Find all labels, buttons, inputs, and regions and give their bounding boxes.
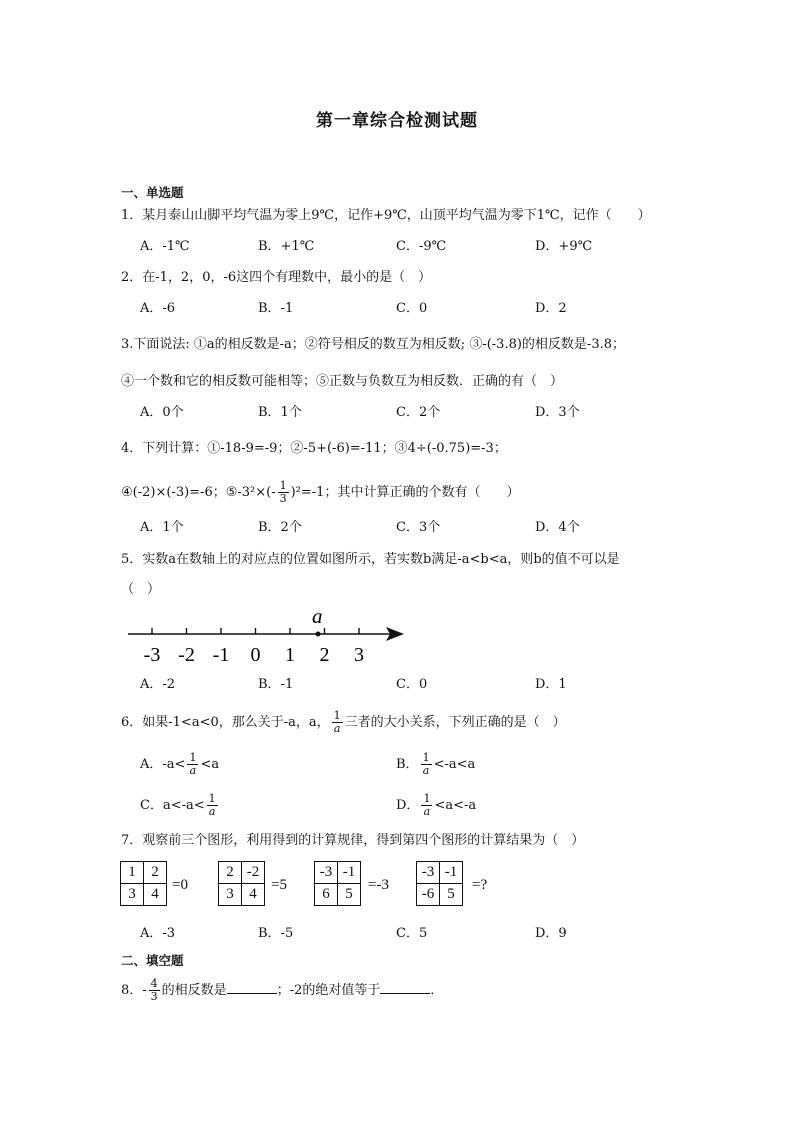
grid-cell: 1 [121, 862, 144, 884]
question-3-option-b: B．1个 [258, 405, 302, 420]
point-a-label: a [312, 604, 323, 628]
question-4-line-2-part-a: ④(-2)×(-3)=-6；⑤-3²×(- [121, 485, 276, 500]
question-3-line-2: ④一个数和它的相反数可能相等；⑤正数与负数互为相反数．正确的有（ ） [121, 374, 564, 389]
option-text: <a<-a [434, 798, 477, 813]
grid-cell: 3 [219, 884, 242, 906]
option-text: D． [396, 798, 420, 813]
fraction-numerator: 1 [423, 792, 431, 805]
question-2-option-d: D．2 [535, 301, 567, 316]
question-2-option-c: C．0 [396, 301, 428, 316]
question-7-option-c: C．5 [396, 926, 428, 941]
question-6-stem [121, 710, 566, 735]
grid-cell: -1 [338, 862, 361, 884]
figure-grid-1 [120, 861, 167, 906]
section-heading-single-choice: 一、单选题 [121, 185, 184, 200]
fraction-denominator: a [208, 805, 216, 818]
question-7-option-d: D．9 [535, 926, 567, 941]
question-4-line-2-part-b: )²=-1；其中计算正确的个数有（ ） [290, 485, 520, 500]
question-7-option-a: A．-3 [140, 926, 176, 941]
option-text: C．a<-a< [140, 798, 205, 813]
question-5-option-c: C．0 [396, 677, 428, 692]
question-4-option-a: A．1个 [140, 520, 184, 535]
question-7-stem: 7．观察前三个图形，利用得到的计算规律，得到第四个图形的计算结果为（ ） [121, 833, 585, 848]
question-3-line-1: 3.下面说法: ①a的相反数是-a；②符号相反的数互为相反数; ③-(-3.8)的相反数是-3.8； [121, 337, 625, 352]
question-4-option-d: D．4个 [535, 520, 580, 535]
question-1-stem: 1．某月泰山山脚平均气温为零上9℃，记作+9℃，山顶平均气温为零下1℃，记作（ ） [121, 208, 651, 223]
question-5-option-b: B．-1 [258, 677, 294, 692]
fraction-denominator: a [422, 764, 430, 777]
figure-2-result: =5 [271, 877, 287, 893]
question-5-option-d: D．1 [535, 677, 567, 692]
question-4-line-2 [121, 480, 519, 505]
question-5-line-2: （ ） [121, 582, 161, 597]
page-title: 第一章综合检测试题 [316, 111, 478, 131]
grid-cell: 3 [121, 884, 144, 906]
question-4-line-1: 4．下列计算：①-18-9=-9；②-5+(-6)=-11；③4÷(-0.75)=-3； [121, 441, 507, 456]
figure-grid-3 [314, 861, 361, 906]
option-text: A．-a< [140, 757, 186, 772]
answer-blank-1[interactable] [227, 981, 277, 994]
grid-cell: 6 [315, 884, 338, 906]
number-line-tick-label: 2 [319, 644, 330, 666]
fraction-one-over-a [332, 710, 343, 735]
fraction-denominator: 3 [150, 990, 158, 1003]
question-7-option-b: B．-5 [258, 926, 294, 941]
grid-cell: 5 [440, 884, 463, 906]
question-6-option-d [396, 793, 476, 818]
fraction-one-over-a [421, 752, 432, 777]
figure-grid-2 [218, 861, 265, 906]
fraction-denominator: 3 [279, 492, 287, 505]
figure-grid-4 [416, 861, 463, 906]
grid-cell: -3 [417, 862, 440, 884]
question-8-prefix: 8．- [121, 983, 147, 998]
question-1-option-c: C．-9℃ [396, 239, 447, 254]
grid-cell: 5 [338, 884, 361, 906]
option-text: <a [200, 757, 220, 772]
grid-cell: -3 [315, 862, 338, 884]
grid-cell: 4 [144, 884, 167, 906]
fraction-one-over-a [207, 793, 218, 818]
question-6-option-c [140, 793, 220, 818]
fraction-one-third [278, 480, 289, 505]
question-6-stem-part-a: 6．如果-1<a<0，那么关于-a，a， [121, 715, 330, 730]
fraction-numerator: 1 [422, 751, 430, 764]
question-3-option-c: C．2个 [396, 405, 441, 420]
question-2-option-a: A．-6 [140, 301, 176, 316]
question-6-option-a [140, 752, 219, 777]
fraction-one-over-a [187, 752, 198, 777]
number-line-tick-label: -3 [143, 644, 161, 666]
question-3-option-d: D．3个 [535, 405, 580, 420]
fraction-numerator: 1 [208, 792, 216, 805]
fraction-denominator: a [189, 764, 197, 777]
figure-1-result: =0 [172, 877, 188, 893]
question-6-stem-part-b: 三者的大小关系，下列正确的是（ ） [344, 715, 566, 730]
question-8-text: ． [430, 983, 444, 998]
figure-4-result: =? [472, 877, 488, 893]
question-8-text: 的相反数是 [161, 983, 227, 998]
fraction-denominator: a [333, 722, 341, 735]
number-line-figure [120, 600, 420, 670]
fraction-one-over-a [421, 793, 432, 818]
number-line-tick-label: 0 [250, 644, 261, 666]
fraction-numerator: 1 [189, 751, 197, 764]
question-1-option-d: D．+9℃ [535, 239, 593, 254]
fraction-four-thirds [149, 978, 160, 1003]
grid-cell: 2 [219, 862, 242, 884]
question-2-stem: 2．在-1，2，0，-6这四个有理数中，最小的是（ ） [121, 270, 432, 285]
section-heading-fill-blank: 二、填空题 [121, 953, 184, 968]
question-3-option-a: A．0个 [140, 405, 184, 420]
number-line-tick-label: -2 [178, 644, 195, 666]
fraction-denominator: a [423, 805, 431, 818]
option-text: <-a<a [433, 757, 476, 772]
grid-cell: -6 [417, 884, 440, 906]
question-5-line-1: 5．实数a在数轴上的对应点的位置如图所示，若实数b满足-a<b<a，则b的值不可以是 [121, 552, 620, 567]
question-2-option-b: B．-1 [258, 301, 294, 316]
number-line-tick-label: -1 [212, 644, 230, 666]
question-8-stem [121, 978, 443, 1003]
fraction-numerator: 1 [333, 709, 341, 722]
grid-cell: -1 [440, 862, 463, 884]
point-a-marker [316, 632, 321, 637]
figure-3-result: =-3 [368, 877, 389, 893]
question-1-option-b: B．+1℃ [258, 239, 315, 254]
grid-cell: -2 [242, 862, 265, 884]
fraction-numerator: 1 [279, 479, 287, 492]
question-6-option-b [396, 752, 475, 777]
option-text: B． [396, 757, 419, 772]
question-4-option-c: C．3个 [396, 520, 441, 535]
question-8-text: ；-2的绝对值等于 [276, 983, 381, 998]
answer-blank-2[interactable] [380, 981, 430, 994]
number-line-tick-label: 1 [285, 644, 295, 666]
number-line-tick-label: 3 [354, 644, 364, 666]
question-5-option-a: A．-2 [140, 677, 176, 692]
grid-cell: 4 [242, 884, 265, 906]
grid-cell: 2 [144, 862, 167, 884]
question-1-option-a: A．-1℃ [140, 239, 190, 254]
fraction-numerator: 4 [150, 977, 158, 990]
question-4-option-b: B．2个 [258, 520, 302, 535]
